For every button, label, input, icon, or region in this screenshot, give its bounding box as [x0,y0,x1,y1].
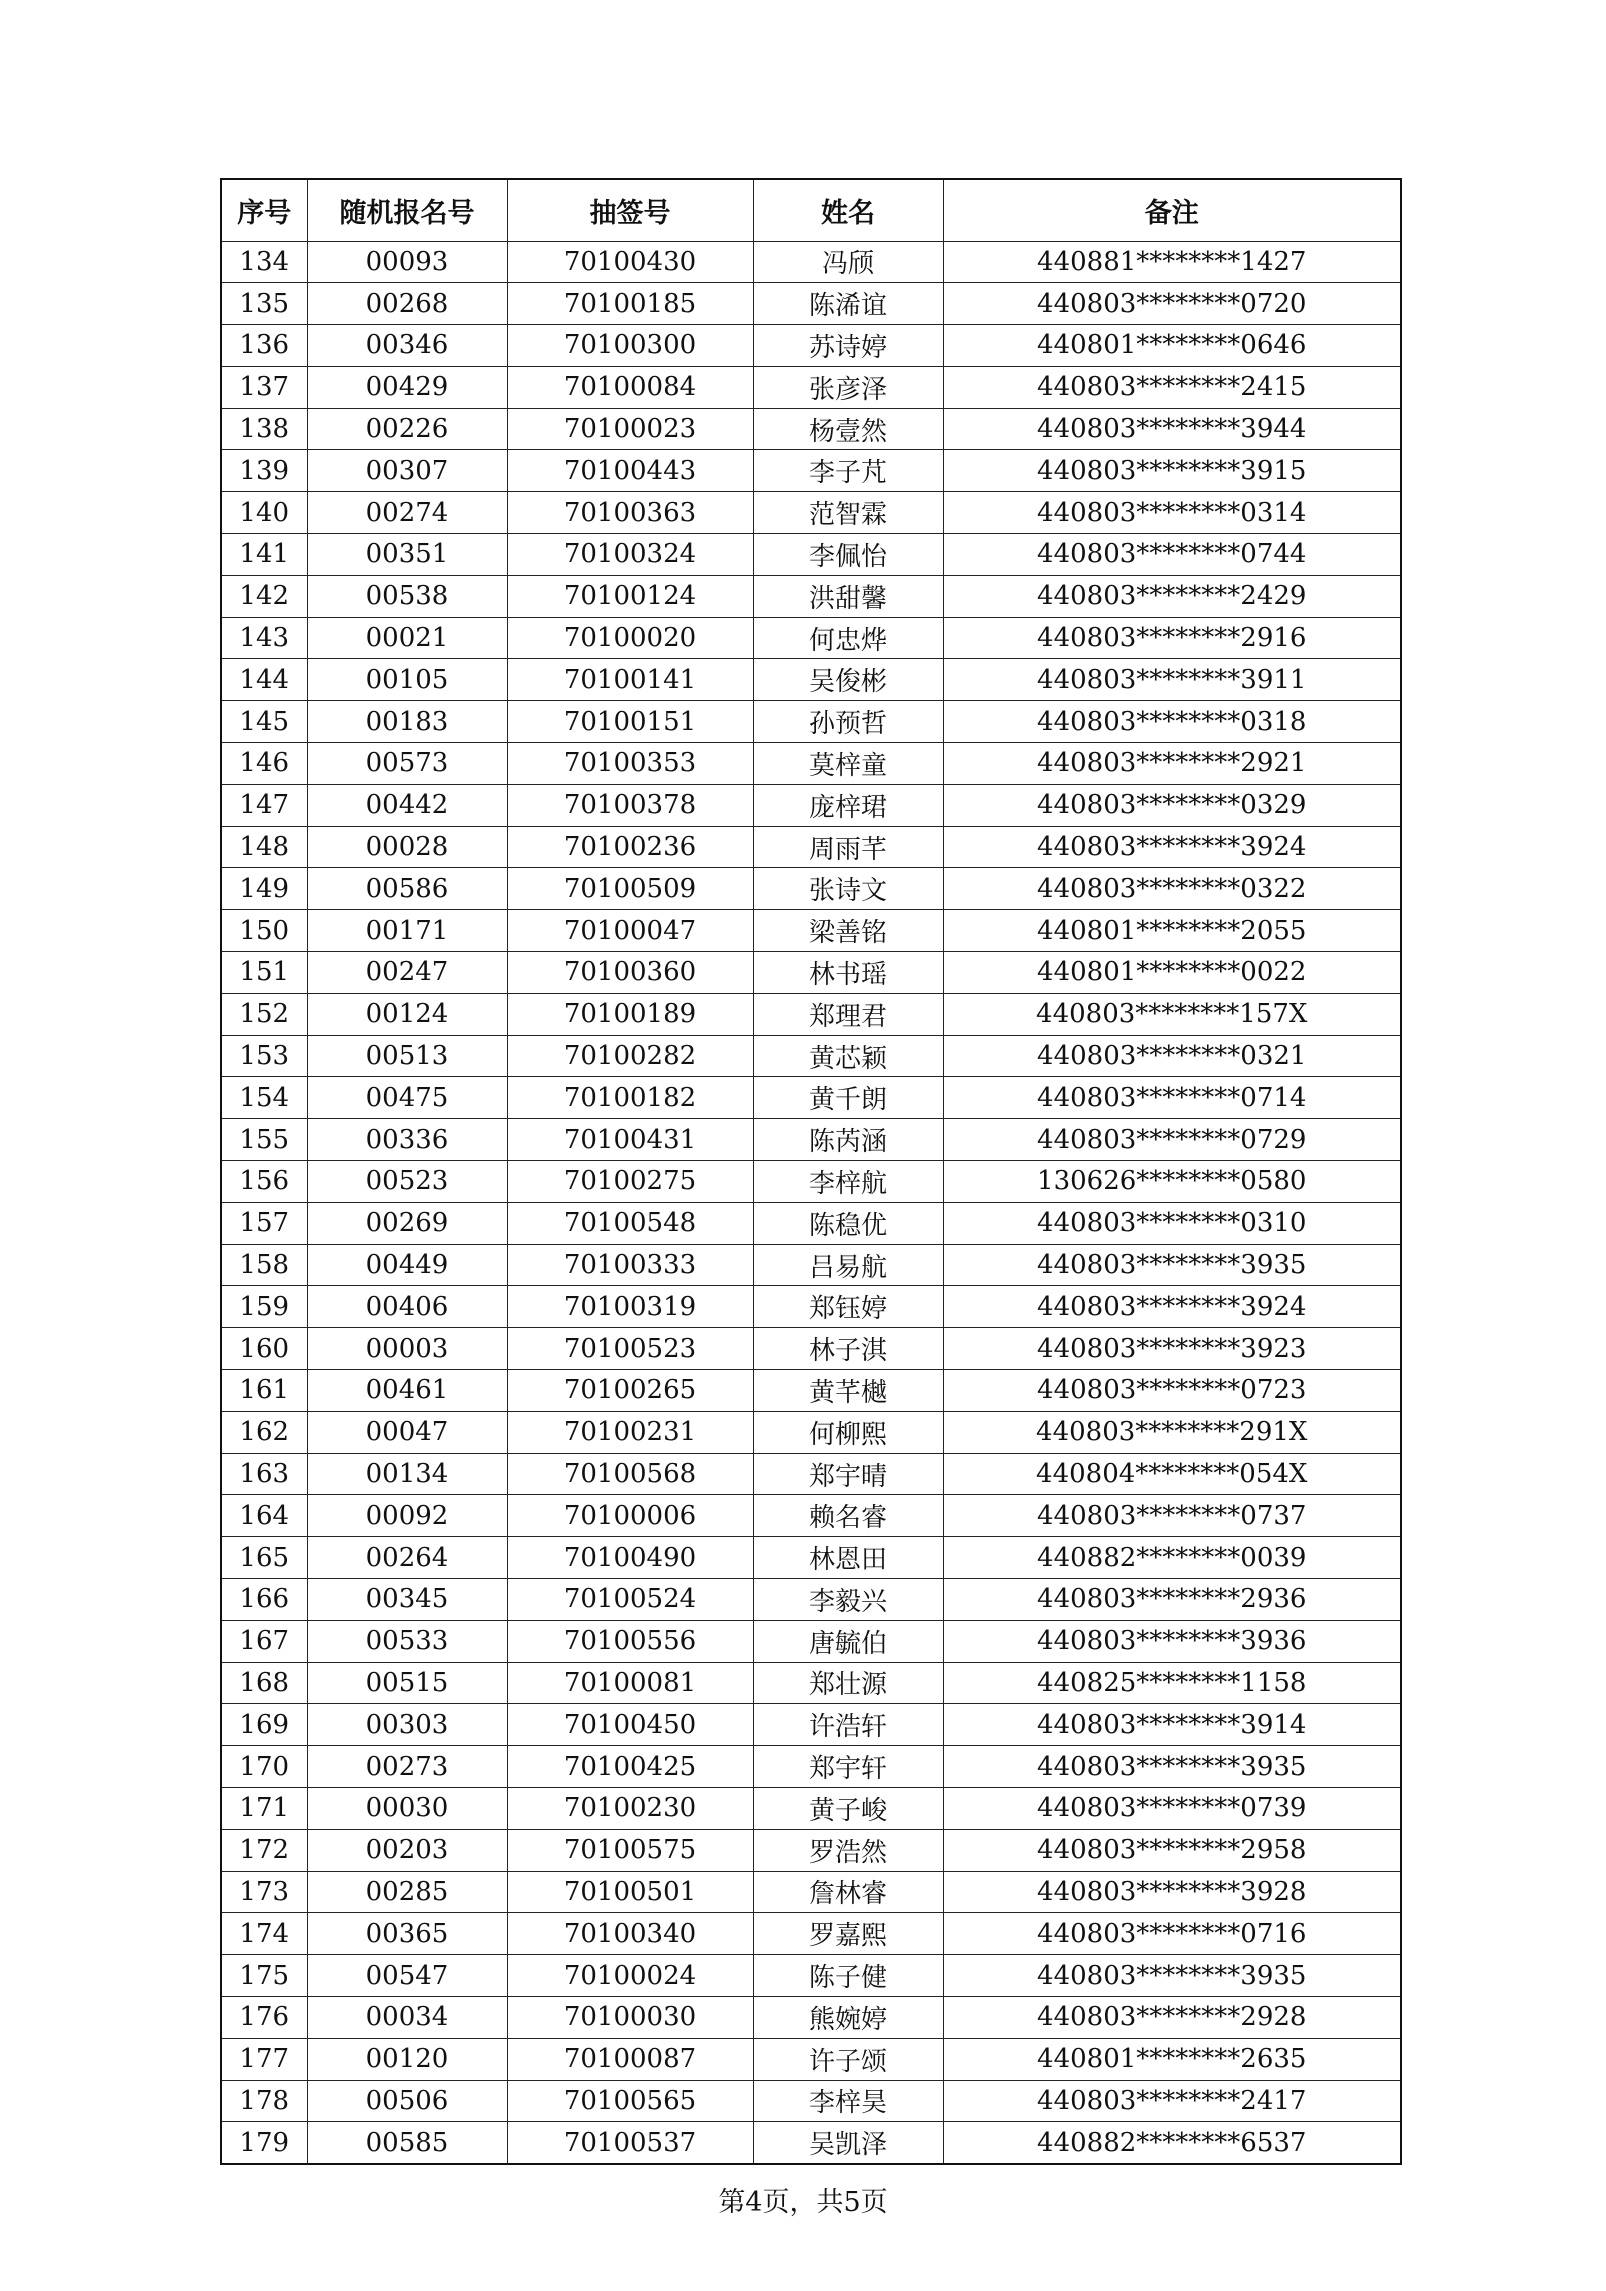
cell-remark: 440803********2417 [943,2080,1401,2122]
cell-remark: 440803********0322 [943,868,1401,910]
cell-remark: 440803********0716 [943,1913,1401,1955]
cell-random-reg-no: 00538 [307,575,507,617]
table-row [221,1161,1401,1203]
cell-index: 137 [221,366,307,408]
cell-remark: 440803********2958 [943,1829,1401,1871]
table-row [221,1829,1401,1871]
cell-random-reg-no: 00449 [307,1244,507,1286]
cell-random-reg-no: 00030 [307,1787,507,1829]
cell-index: 139 [221,450,307,492]
cell-random-reg-no: 00523 [307,1161,507,1203]
cell-random-reg-no: 00047 [307,1411,507,1453]
cell-index: 169 [221,1704,307,1746]
cell-index: 147 [221,784,307,826]
cell-remark: 440803********3944 [943,408,1401,450]
table-row [221,1787,1401,1829]
table-row [221,743,1401,785]
cell-name: 周雨芊 [753,826,943,868]
cell-name: 黄芯颖 [753,1035,943,1077]
cell-remark: 440882********6537 [943,2122,1401,2164]
table-row [221,826,1401,868]
cell-name: 赖名睿 [753,1495,943,1537]
cell-name: 詹林睿 [753,1871,943,1913]
table-row [221,1035,1401,1077]
cell-draw-no: 70100023 [507,408,753,450]
table-row [221,1955,1401,1997]
cell-index: 173 [221,1871,307,1913]
cell-random-reg-no: 00406 [307,1286,507,1328]
cell-name: 黄子峻 [753,1787,943,1829]
cell-name: 吴俊彬 [753,659,943,701]
cell-name: 郑宇轩 [753,1746,943,1788]
table-row [221,659,1401,701]
cell-index: 138 [221,408,307,450]
cell-index: 174 [221,1913,307,1955]
table-row [221,617,1401,659]
cell-draw-no: 70100020 [507,617,753,659]
cell-remark: 440803********3936 [943,1620,1401,1662]
table-row [221,868,1401,910]
cell-index: 152 [221,993,307,1035]
table-row [221,1537,1401,1579]
cell-index: 153 [221,1035,307,1077]
cell-name: 许浩轩 [753,1704,943,1746]
page-number: 第4页，共5页 [718,2187,888,2218]
table-row [221,408,1401,450]
cell-random-reg-no: 00351 [307,534,507,576]
cell-remark: 440803********0744 [943,534,1401,576]
header-draw-no: 抽签号 [507,179,753,241]
cell-index: 158 [221,1244,307,1286]
cell-draw-no: 70100548 [507,1202,753,1244]
cell-name: 郑宇晴 [753,1453,943,1495]
cell-random-reg-no: 00105 [307,659,507,701]
cell-name: 何柳熙 [753,1411,943,1453]
cell-draw-no: 70100575 [507,1829,753,1871]
table-row [221,1370,1401,1412]
cell-name: 陈子健 [753,1955,943,1997]
cell-index: 143 [221,617,307,659]
cell-random-reg-no: 00021 [307,617,507,659]
cell-random-reg-no: 00034 [307,1996,507,2038]
cell-remark: 440803********3935 [943,1244,1401,1286]
table-row [221,910,1401,952]
table-row [221,1411,1401,1453]
cell-name: 陈稳优 [753,1202,943,1244]
cell-name: 黄千朗 [753,1077,943,1119]
cell-name: 罗嘉熙 [753,1913,943,1955]
cell-remark: 440803********2921 [943,743,1401,785]
cell-index: 156 [221,1161,307,1203]
cell-index: 145 [221,701,307,743]
cell-index: 162 [221,1411,307,1453]
cell-name: 李子芃 [753,450,943,492]
header-random-reg-no: 随机报名号 [307,179,507,241]
cell-draw-no: 70100523 [507,1328,753,1370]
cell-remark: 440803********0720 [943,283,1401,325]
cell-draw-no: 70100236 [507,826,753,868]
cell-draw-no: 70100189 [507,993,753,1035]
cell-index: 134 [221,241,307,283]
cell-name: 李毅兴 [753,1579,943,1621]
cell-remark: 440803********291X [943,1411,1401,1453]
cell-random-reg-no: 00475 [307,1077,507,1119]
table-row [221,241,1401,283]
cell-remark: 440803********157X [943,993,1401,1035]
cell-random-reg-no: 00547 [307,1955,507,1997]
table-row [221,701,1401,743]
cell-index: 171 [221,1787,307,1829]
cell-remark: 440801********0022 [943,952,1401,994]
table-row [221,1328,1401,1370]
cell-index: 135 [221,283,307,325]
cell-name: 莫梓童 [753,743,943,785]
cell-random-reg-no: 00203 [307,1829,507,1871]
cell-random-reg-no: 00273 [307,1746,507,1788]
cell-draw-no: 70100378 [507,784,753,826]
header-name: 姓名 [753,179,943,241]
table-row [221,1244,1401,1286]
cell-name: 罗浩然 [753,1829,943,1871]
cell-remark: 440803********2429 [943,575,1401,617]
cell-name: 何忠烨 [753,617,943,659]
cell-random-reg-no: 00183 [307,701,507,743]
cell-random-reg-no: 00429 [307,366,507,408]
cell-remark: 440803********0729 [943,1119,1401,1161]
cell-draw-no: 70100565 [507,2080,753,2122]
table-row [221,1286,1401,1328]
cell-draw-no: 70100333 [507,1244,753,1286]
cell-random-reg-no: 00573 [307,743,507,785]
cell-random-reg-no: 00506 [307,2080,507,2122]
cell-draw-no: 70100185 [507,283,753,325]
cell-remark: 440803********0310 [943,1202,1401,1244]
cell-name: 孙预哲 [753,701,943,743]
cell-draw-no: 70100556 [507,1620,753,1662]
cell-random-reg-no: 00274 [307,492,507,534]
cell-index: 136 [221,325,307,367]
cell-name: 范智霖 [753,492,943,534]
cell-random-reg-no: 00028 [307,826,507,868]
table-row [221,1704,1401,1746]
cell-remark: 440803********2415 [943,366,1401,408]
cell-random-reg-no: 00513 [307,1035,507,1077]
cell-index: 155 [221,1119,307,1161]
cell-random-reg-no: 00247 [307,952,507,994]
cell-draw-no: 70100353 [507,743,753,785]
table-row [221,283,1401,325]
cell-remark: 440803********0723 [943,1370,1401,1412]
cell-index: 176 [221,1996,307,2038]
cell-remark: 440803********2936 [943,1579,1401,1621]
cell-index: 151 [221,952,307,994]
table-row [221,1871,1401,1913]
header-remark: 备注 [943,179,1401,241]
cell-draw-no: 70100509 [507,868,753,910]
cell-random-reg-no: 00515 [307,1662,507,1704]
header-row [221,179,1401,241]
cell-random-reg-no: 00092 [307,1495,507,1537]
cell-name: 郑钰婷 [753,1286,943,1328]
cell-name: 黄芊樾 [753,1370,943,1412]
cell-index: 179 [221,2122,307,2164]
cell-index: 150 [221,910,307,952]
cell-name: 李佩怡 [753,534,943,576]
table-row [221,450,1401,492]
cell-draw-no: 70100087 [507,2038,753,2080]
cell-remark: 440804********054X [943,1453,1401,1495]
cell-draw-no: 70100084 [507,366,753,408]
table-row [221,1202,1401,1244]
cell-index: 178 [221,2080,307,2122]
cell-random-reg-no: 00365 [307,1913,507,1955]
cell-random-reg-no: 00346 [307,325,507,367]
cell-index: 154 [221,1077,307,1119]
cell-draw-no: 70100430 [507,241,753,283]
cell-random-reg-no: 00285 [307,1871,507,1913]
cell-random-reg-no: 00269 [307,1202,507,1244]
cell-name: 张彦泽 [753,366,943,408]
cell-draw-no: 70100537 [507,2122,753,2164]
cell-draw-no: 70100124 [507,575,753,617]
cell-remark: 440803********0714 [943,1077,1401,1119]
cell-remark: 440803********3924 [943,1286,1401,1328]
cell-draw-no: 70100275 [507,1161,753,1203]
cell-name: 吴凯泽 [753,2122,943,2164]
results-table [220,178,1402,2165]
cell-random-reg-no: 00003 [307,1328,507,1370]
cell-name: 陈芮涵 [753,1119,943,1161]
cell-name: 唐毓伯 [753,1620,943,1662]
cell-index: 140 [221,492,307,534]
cell-index: 165 [221,1537,307,1579]
cell-name: 冯颀 [753,241,943,283]
cell-index: 166 [221,1579,307,1621]
cell-remark: 440803********3935 [943,1746,1401,1788]
cell-name: 洪甜馨 [753,575,943,617]
cell-random-reg-no: 00533 [307,1620,507,1662]
cell-remark: 440803********3924 [943,826,1401,868]
cell-remark: 440803********0739 [943,1787,1401,1829]
cell-random-reg-no: 00171 [307,910,507,952]
cell-remark: 440882********0039 [943,1537,1401,1579]
table-row [221,575,1401,617]
cell-draw-no: 70100081 [507,1662,753,1704]
cell-random-reg-no: 00345 [307,1579,507,1621]
cell-index: 164 [221,1495,307,1537]
table-row [221,1119,1401,1161]
cell-draw-no: 70100568 [507,1453,753,1495]
cell-name: 陈浠谊 [753,283,943,325]
table-row [221,1913,1401,1955]
cell-draw-no: 70100182 [507,1077,753,1119]
table-row [221,1579,1401,1621]
cell-random-reg-no: 00093 [307,241,507,283]
cell-draw-no: 70100443 [507,450,753,492]
cell-draw-no: 70100006 [507,1495,753,1537]
cell-index: 142 [221,575,307,617]
table-row [221,784,1401,826]
cell-index: 163 [221,1453,307,1495]
cell-draw-no: 70100265 [507,1370,753,1412]
table-row [221,492,1401,534]
table-row [221,534,1401,576]
cell-index: 168 [221,1662,307,1704]
cell-remark: 440803********0321 [943,1035,1401,1077]
cell-index: 167 [221,1620,307,1662]
table-row [221,1996,1401,2038]
cell-draw-no: 70100360 [507,952,753,994]
cell-index: 175 [221,1955,307,1997]
cell-draw-no: 70100141 [507,659,753,701]
cell-index: 161 [221,1370,307,1412]
cell-remark: 440803********3915 [943,450,1401,492]
cell-remark: 440881********1427 [943,241,1401,283]
cell-remark: 440803********0329 [943,784,1401,826]
cell-index: 177 [221,2038,307,2080]
table-row [221,2122,1401,2164]
cell-index: 141 [221,534,307,576]
header-index: 序号 [221,179,307,241]
cell-index: 157 [221,1202,307,1244]
table-row [221,1495,1401,1537]
cell-remark: 440825********1158 [943,1662,1401,1704]
cell-draw-no: 70100524 [507,1579,753,1621]
cell-name: 郑理君 [753,993,943,1035]
cell-remark: 440803********2916 [943,617,1401,659]
cell-draw-no: 70100501 [507,1871,753,1913]
cell-remark: 440803********2928 [943,1996,1401,2038]
cell-remark: 440803********3914 [943,1704,1401,1746]
cell-random-reg-no: 00134 [307,1453,507,1495]
table-row [221,1662,1401,1704]
table-row [221,2038,1401,2080]
cell-random-reg-no: 00303 [307,1704,507,1746]
cell-random-reg-no: 00461 [307,1370,507,1412]
cell-draw-no: 70100230 [507,1787,753,1829]
cell-remark: 440803********0737 [943,1495,1401,1537]
cell-name: 苏诗婷 [753,325,943,367]
cell-name: 杨壹然 [753,408,943,450]
table-row [221,1077,1401,1119]
table-row [221,2080,1401,2122]
table-body [221,241,1401,2164]
cell-draw-no: 70100030 [507,1996,753,2038]
cell-random-reg-no: 00442 [307,784,507,826]
cell-index: 170 [221,1746,307,1788]
cell-index: 148 [221,826,307,868]
cell-name: 李梓昊 [753,2080,943,2122]
cell-draw-no: 70100324 [507,534,753,576]
cell-index: 160 [221,1328,307,1370]
table-row [221,1746,1401,1788]
cell-draw-no: 70100450 [507,1704,753,1746]
cell-name: 许子颂 [753,2038,943,2080]
cell-remark: 440803********3928 [943,1871,1401,1913]
cell-draw-no: 70100300 [507,325,753,367]
table-row [221,325,1401,367]
cell-draw-no: 70100431 [507,1119,753,1161]
cell-draw-no: 70100282 [507,1035,753,1077]
cell-random-reg-no: 00226 [307,408,507,450]
cell-draw-no: 70100363 [507,492,753,534]
table-row [221,1453,1401,1495]
cell-name: 林书瑶 [753,952,943,994]
table-row [221,952,1401,994]
cell-index: 146 [221,743,307,785]
cell-random-reg-no: 00120 [307,2038,507,2080]
table-row [221,366,1401,408]
cell-name: 林恩田 [753,1537,943,1579]
cell-random-reg-no: 00307 [307,450,507,492]
cell-index: 159 [221,1286,307,1328]
cell-index: 149 [221,868,307,910]
cell-random-reg-no: 00124 [307,993,507,1035]
cell-index: 172 [221,1829,307,1871]
table-row [221,993,1401,1035]
cell-remark: 440803********3911 [943,659,1401,701]
table-row [221,1620,1401,1662]
cell-name: 吕易航 [753,1244,943,1286]
cell-remark: 440801********2635 [943,2038,1401,2080]
cell-remark: 440801********2055 [943,910,1401,952]
cell-name: 熊婉婷 [753,1996,943,2038]
cell-draw-no: 70100490 [507,1537,753,1579]
cell-draw-no: 70100047 [507,910,753,952]
cell-draw-no: 70100319 [507,1286,753,1328]
cell-remark: 440803********3923 [943,1328,1401,1370]
cell-draw-no: 70100425 [507,1746,753,1788]
cell-random-reg-no: 00264 [307,1537,507,1579]
cell-remark: 440803********0318 [943,701,1401,743]
cell-random-reg-no: 00586 [307,868,507,910]
cell-remark: 440803********3935 [943,1955,1401,1997]
cell-name: 林子淇 [753,1328,943,1370]
cell-remark: 440801********0646 [943,325,1401,367]
cell-name: 张诗文 [753,868,943,910]
cell-random-reg-no: 00336 [307,1119,507,1161]
cell-name: 郑壮源 [753,1662,943,1704]
cell-draw-no: 70100340 [507,1913,753,1955]
cell-name: 庞梓珺 [753,784,943,826]
cell-remark: 130626********0580 [943,1161,1401,1203]
cell-name: 梁善铭 [753,910,943,952]
cell-random-reg-no: 00268 [307,283,507,325]
cell-remark: 440803********0314 [943,492,1401,534]
cell-draw-no: 70100024 [507,1955,753,1997]
cell-draw-no: 70100231 [507,1411,753,1453]
cell-draw-no: 70100151 [507,701,753,743]
cell-name: 李梓航 [753,1161,943,1203]
table-header [221,179,1401,241]
cell-index: 144 [221,659,307,701]
cell-random-reg-no: 00585 [307,2122,507,2164]
